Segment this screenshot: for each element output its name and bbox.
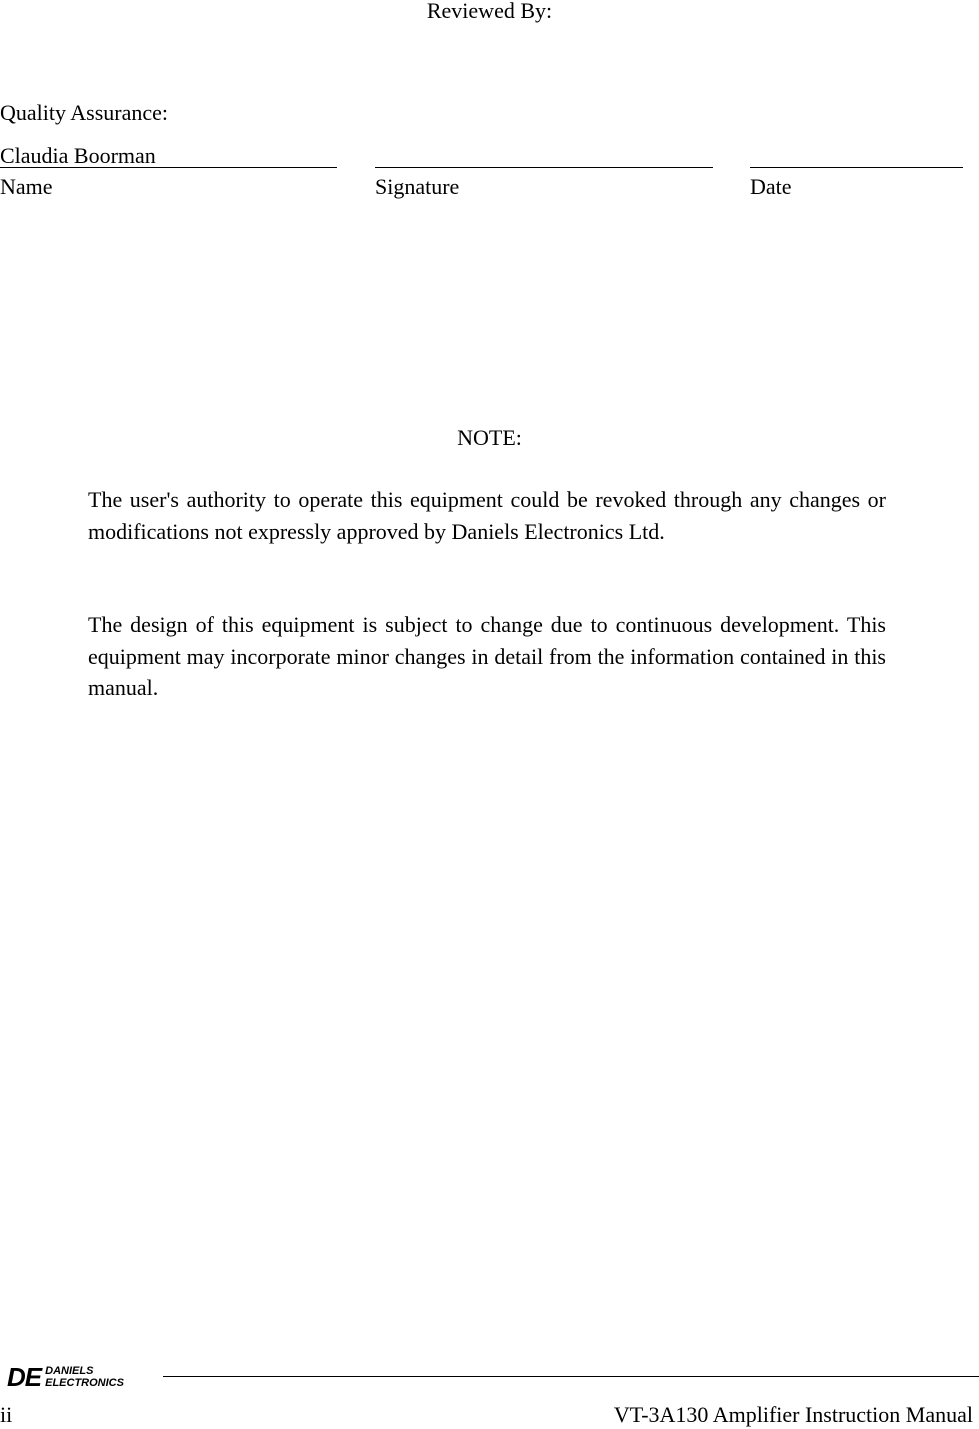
note-paragraph-authority: The user's authority to operate this equipment could be revoked through any changes or modifications not expressly approved by Daniels Electronics Ltd. [88, 487, 886, 544]
manual-title: VT-3A130 Amplifier Instruction Manual [613, 1402, 973, 1427]
reviewer-name-value: Claudia Boorman [0, 143, 156, 168]
date-caption: Date [750, 174, 792, 199]
page-number: ii [0, 1402, 13, 1427]
quality-assurance-label: Quality Assurance: [0, 100, 169, 125]
note-paragraph-design-change: The design of this equipment is subject to change due to continuous development. This equipment may incorporate minor changes in detail from the information contained in this manual. [88, 612, 886, 700]
footer-rule [163, 1376, 979, 1377]
signature-line [375, 167, 713, 168]
logo-line-daniels: DANIELS [45, 1365, 94, 1377]
logo-wordmark [45, 1365, 124, 1389]
daniels-electronics-logo [7, 1361, 124, 1393]
name-caption: Name [0, 174, 53, 199]
logo-line-electronics: ELECTRONICS [45, 1377, 124, 1389]
name-line [0, 167, 337, 168]
note-heading: NOTE: [457, 425, 522, 450]
date-line [750, 167, 963, 168]
signature-caption: Signature [375, 174, 460, 199]
logo-mark: DE [7, 1362, 42, 1392]
reviewed-by-heading: Reviewed By: [426, 0, 553, 23]
